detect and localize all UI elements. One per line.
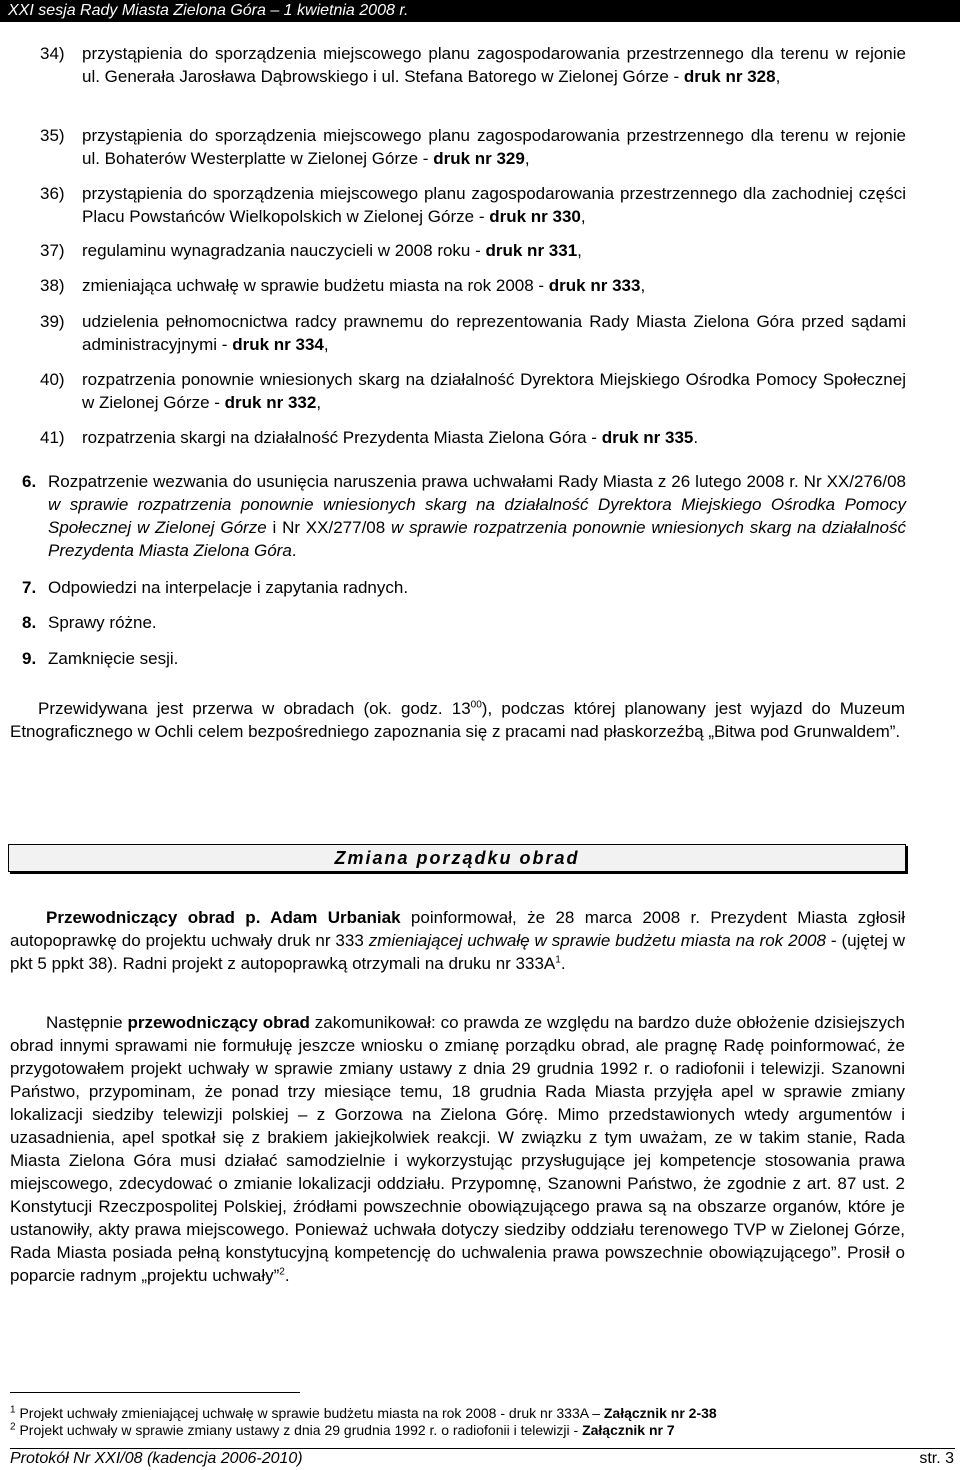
item-punct: , bbox=[323, 335, 329, 354]
footnote-mark: 2 bbox=[10, 1421, 16, 1433]
list-item bbox=[40, 310, 906, 356]
item-number: 35) bbox=[40, 126, 65, 145]
section-banner bbox=[8, 844, 906, 872]
footer-divider bbox=[10, 1448, 955, 1449]
section-number: 6. bbox=[22, 472, 37, 491]
paragraph-2 bbox=[10, 1011, 905, 1287]
paragraph-1 bbox=[10, 906, 905, 975]
footer-protocol: Protokół Nr XXI/08 (kadencja 2006-2010) bbox=[10, 1450, 303, 1467]
item-number: 39) bbox=[40, 312, 65, 331]
item-punct: , bbox=[577, 241, 582, 260]
section-text: i Nr XX/277/08 bbox=[266, 518, 392, 537]
banner-title: Zmiana porządku obrad bbox=[334, 847, 580, 868]
footnote-divider bbox=[10, 1392, 300, 1393]
item-punct: , bbox=[775, 67, 781, 86]
item-druk: druk nr 331 bbox=[485, 241, 578, 260]
header-title: XXI sesja Rady Miasta Zielona Góra – 1 kwietnia 2008 r. bbox=[8, 2, 409, 19]
item-druk: druk nr 329 bbox=[433, 149, 525, 168]
para-text: poinformował, że 28 marca 2008 r. Prezydent Miasta zgłosił autopoprawkę do projektu uchwały druk nr 333 bbox=[10, 908, 905, 950]
list-item bbox=[40, 426, 906, 449]
item-punct: , bbox=[640, 276, 646, 295]
footnote-2 bbox=[10, 1421, 910, 1439]
item-text: rozpatrzenia skargi na działalność Prezydenta Miasta Zielona Góra - bbox=[82, 428, 602, 447]
item-number: 40) bbox=[40, 370, 65, 389]
agenda-section-9 bbox=[22, 647, 906, 670]
footnote-1 bbox=[10, 1404, 910, 1422]
item-punct: . bbox=[693, 428, 699, 447]
list-item bbox=[40, 239, 906, 262]
section-number: 9. bbox=[22, 649, 37, 668]
para-bold: przewodniczący obrad bbox=[127, 1013, 310, 1032]
item-text: udzielenia pełnomocnictwa radcy prawnemu do reprezentowania Rady Miasta Zielona Góra przed sądami administracyjnymi - bbox=[82, 312, 906, 354]
item-number: 34) bbox=[40, 44, 65, 63]
section-text: Zamknięcie sesji. bbox=[48, 649, 179, 668]
section-text: . bbox=[291, 541, 297, 560]
item-number: 41) bbox=[40, 428, 65, 447]
item-druk: druk nr 334 bbox=[232, 335, 324, 354]
item-text: rozpatrzenia ponownie wniesionych skarg na działalność Dyrektora Miejskiego Ośrodka Pomocy Społecznej w Zielonej Górze - bbox=[82, 370, 906, 412]
list-item bbox=[40, 124, 906, 170]
item-punct: , bbox=[316, 393, 322, 412]
item-druk: druk nr 330 bbox=[489, 207, 581, 226]
footnote-mark: 1 bbox=[10, 1404, 16, 1416]
item-number: 38) bbox=[40, 276, 65, 295]
para-text: . bbox=[284, 1266, 290, 1285]
agenda-section-8 bbox=[22, 611, 906, 634]
section-text: Sprawy różne. bbox=[48, 613, 157, 632]
para-italic: zmieniającej uchwałę w sprawie budżetu miasta na rok 2008 bbox=[368, 931, 826, 950]
footnote-text: Projekt uchwały w sprawie zmiany ustawy z dnia 29 grudnia 1992 r. o radiofonii i telewizji - bbox=[15, 1422, 583, 1438]
list-item bbox=[40, 368, 906, 414]
agenda-section-7 bbox=[22, 576, 906, 599]
item-text: przystąpienia do sporządzenia miejscowego planu zagospodarowania przestrzennego dla terenu w rejonie ul. Bohaterów Westerplatte w Zielonej Górze - bbox=[82, 126, 906, 168]
section-italic: w sprawie rozpatrzenia ponownie wniesionych skarg na działalność Dyrektora Miejskiego Ośrodka Pomocy Społecznej w Zielonej Górze bbox=[48, 495, 906, 537]
item-number: 36) bbox=[40, 184, 65, 203]
page-number: str. 3 bbox=[919, 1450, 954, 1467]
item-punct: , bbox=[524, 149, 530, 168]
item-text: przystąpienia do sporządzenia miejscowego planu zagospodarowania przestrzennego dla terenu w rejonie ul. Generała Jarosława Dąbrowskiego i ul. Stefana Batorego w Zielonej Górze - bbox=[82, 44, 906, 86]
footnote-text: Projekt uchwały zmieniającej uchwałę w sprawie budżetu miasta na rok 2008 - druk nr 333A – bbox=[15, 1405, 604, 1421]
footnote-attachment: Załącznik nr 7 bbox=[582, 1422, 675, 1438]
break-note bbox=[10, 697, 905, 743]
break-note-text: ), podczas której planowany jest wyjazd do Muzeum Etnograficznego w Ochli celem bezpośredniego zapoznania się z pracami nad płaskorzeźbą „Bitwa pod Grunwaldem”. bbox=[10, 699, 905, 741]
break-note-text: Przewidywana jest przerwa w obradach (ok. godz. 13 bbox=[38, 699, 471, 718]
para-text: Następnie bbox=[46, 1013, 128, 1032]
item-text: zmieniająca uchwałę w sprawie budżetu miasta na rok 2008 - bbox=[82, 276, 549, 295]
footnote-attachment: Załącznik nr 2-38 bbox=[603, 1405, 717, 1421]
list-item bbox=[40, 182, 906, 228]
para-bold: Przewodniczący obrad p. Adam Urbaniak bbox=[46, 908, 401, 927]
item-druk: druk nr 328 bbox=[683, 67, 776, 86]
footnote-ref: 2 bbox=[279, 1266, 285, 1278]
break-note-sup: 00 bbox=[470, 699, 482, 711]
section-text: Rozpatrzenie wezwania do usunięcia naruszenia prawa uchwałami Rady Miasta z 26 lutego 2008 r. Nr XX/276/08 bbox=[48, 472, 906, 491]
item-number: 37) bbox=[40, 241, 65, 260]
para-text: . bbox=[560, 954, 566, 973]
item-punct: , bbox=[580, 207, 586, 226]
document-header bbox=[0, 0, 960, 22]
footnote-ref: 1 bbox=[555, 954, 561, 966]
section-italic: w sprawie rozpatrzenia ponownie wniesionych skarg na działalność Prezydenta Miasta Zielona Góra bbox=[48, 518, 906, 560]
para-text: - (ujętej w pkt 5 ppkt 38). Radni projekt z autopoprawką otrzymali na druku nr 333A bbox=[10, 931, 905, 973]
item-text: przystąpienia do sporządzenia miejscowego planu zagospodarowania przestrzennego dla zachodniej części Placu Powstańców Wielkopolskich w Zielonej Górze - bbox=[82, 184, 906, 226]
section-number: 7. bbox=[22, 578, 37, 597]
item-druk: druk nr 333 bbox=[548, 276, 641, 295]
section-text: Odpowiedzi na interpelacje i zapytania radnych. bbox=[48, 578, 409, 597]
agenda-section-6 bbox=[22, 470, 906, 562]
para-text: zakomunikował: co prawda ze względu na bardzo duże obłożenie dzisiejszych obrad innymi sprawami nie formułuję jeszcze wniosku o zmianę porządku obrad, ale pragnę Radę poinformować, że przygotowałem projekt uchwały w sprawie zmiany ustawy z dnia 29 grudnia 1992 r. o radiofonii i telewizji. Szanowni Państwo, przypominam, że ponad trzy miesiące temu, 18 grudnia Rada Miasta przyjęła apel w sprawie zmiany lokalizacji siedziby telewizji polskiej – z Gorzowa na Zielona Górę. Mimo przedstawionych wtedy argumentów i uzasadnienia, apel spotkał się z brakiem jakiejkolwiek reakcji. W związku z tym uważam, ze w takim stanie, Rada Miasta Zielona Góra musi działać samodzielnie i wykorzystując przysługujące jej kompetencje stosowania prawa miejscowego, zdecydować o zmianie lokalizacji oddziału. Przypomnę, Szanowni Państwo, że zgodnie z art. 87 ust. 2 Konstytucji Rzeczpospolitej Polskiej, źródłami powszechnie obowiązującego prawa są na obszarze organów, które je ustanowiły, akty prawa miejscowego. Ponieważ uchwała dotyczy siedziby oddziału terenowego TVP w Zielonej Górze, Rada Miasta posiada pełną konstytucyjną kompetencję do uchwalenia prawa powszechnie obowiązującego”. Prosił o poparcie radnym „projektu uchwały” bbox=[10, 1013, 905, 1285]
list-item bbox=[40, 274, 906, 297]
section-number: 8. bbox=[22, 613, 37, 632]
item-text: regulaminu wynagradzania nauczycieli w 2008 roku - bbox=[82, 241, 486, 260]
list-item bbox=[40, 42, 906, 88]
item-druk: druk nr 335 bbox=[601, 428, 694, 447]
item-druk: druk nr 332 bbox=[224, 393, 317, 412]
